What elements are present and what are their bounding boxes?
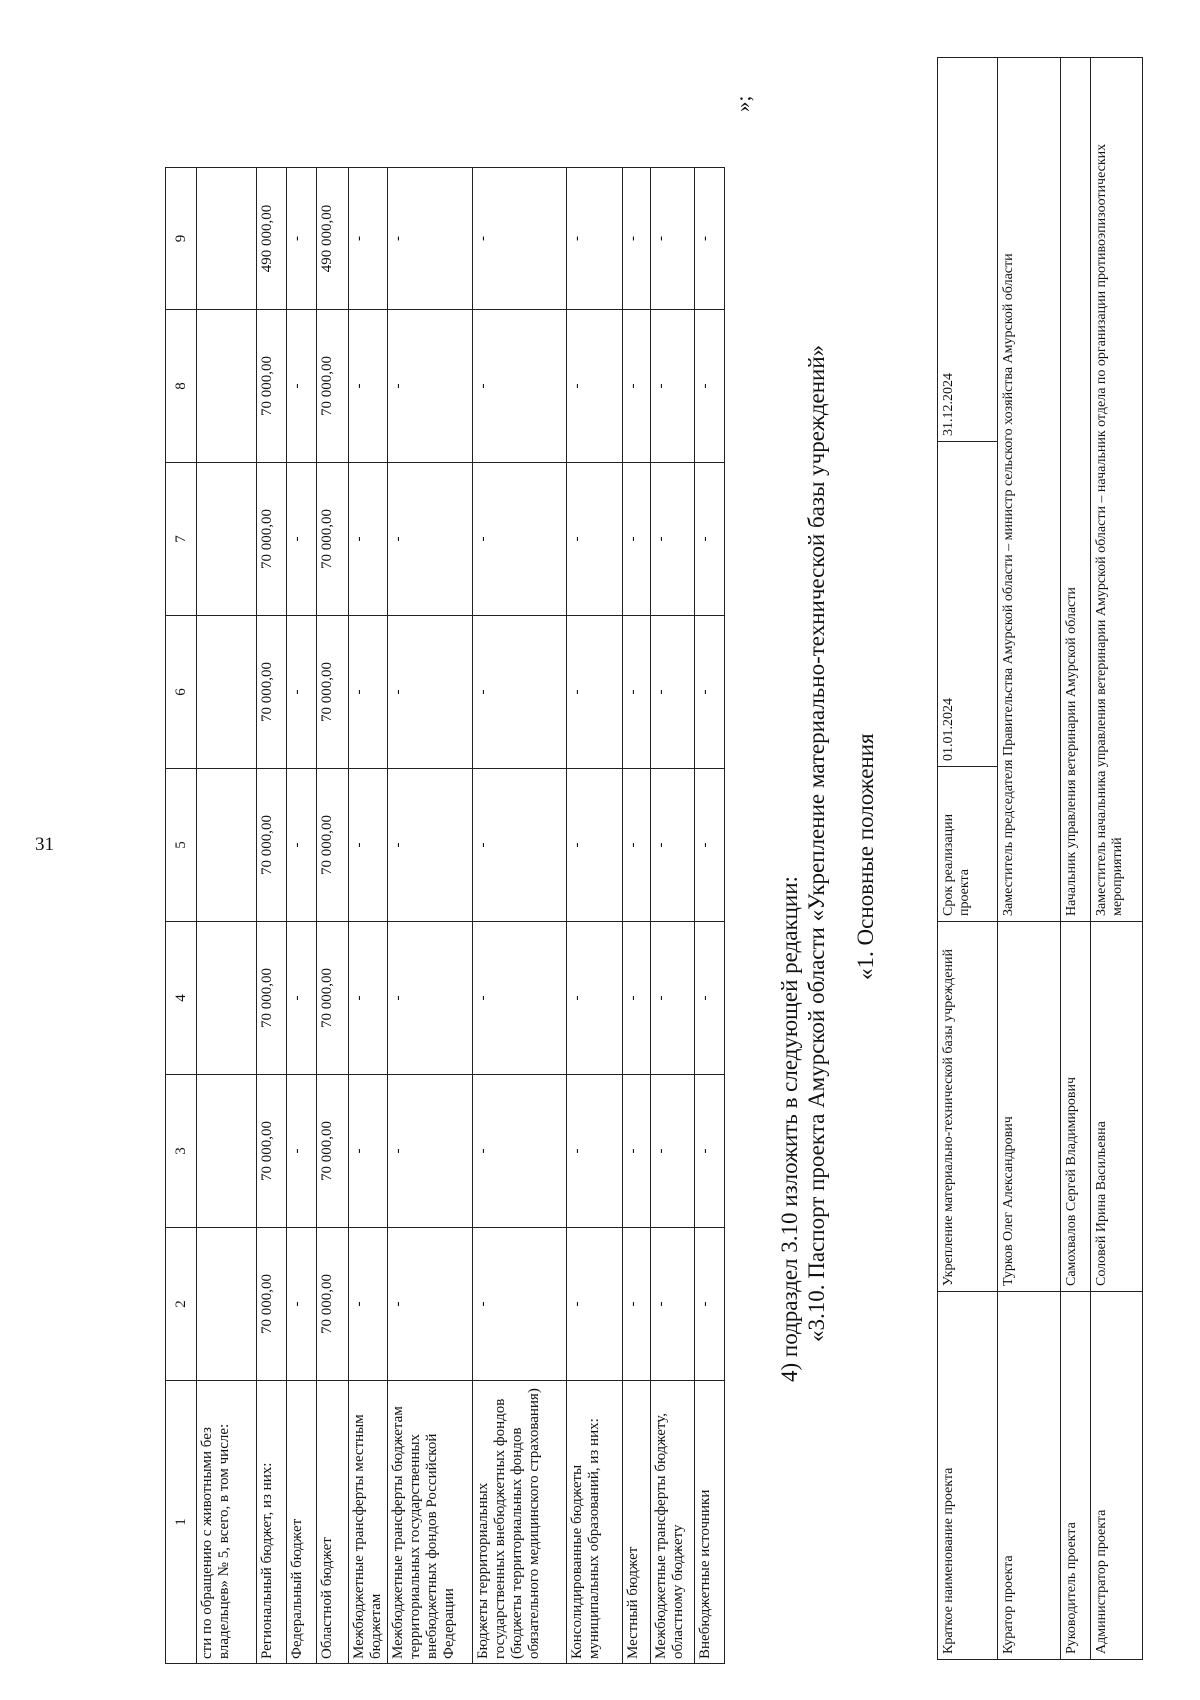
table-cell — [197, 310, 257, 463]
table-cell: - — [473, 1075, 567, 1228]
row-label: Межбюджетные трансферты местным бюджетам — [349, 1381, 388, 1664]
curator-position: Заместитель председателя Правительства Амурской области – министр сельского хозяйства Амурской области — [998, 58, 1061, 922]
column-header: 7 — [166, 463, 197, 616]
table-cell: 70 000,00 — [257, 463, 287, 616]
passport-row-curator — [998, 58, 1061, 1660]
table-row — [349, 168, 388, 1664]
table-cell: 70 000,00 — [257, 1075, 287, 1228]
table-cell: - — [623, 922, 651, 1075]
table-cell: - — [287, 463, 317, 616]
table-cell: - — [695, 616, 725, 769]
passport-heading: «3.10. Паспорт проекта Амурской области «Укрепление материально-технической базы учреждений» — [804, 344, 829, 1342]
table-cell: - — [623, 769, 651, 922]
table-row — [473, 168, 567, 1664]
table-cell — [197, 168, 257, 310]
row-label: Бюджеты территориальных государственных внебюджетных фондов (бюджеты территориальных фондов обязательного медицинского страхования) — [473, 1381, 567, 1664]
table-cell: - — [695, 463, 725, 616]
table-cell: 70 000,00 — [317, 922, 349, 1075]
table-cell: - — [287, 1075, 317, 1228]
table-cell: 70 000,00 — [257, 1228, 287, 1381]
table-cell: - — [388, 1075, 473, 1228]
row-label: сти по обращению с животными без владельцев» № 5, всего, в том числе: — [197, 1381, 257, 1664]
row-label: Федеральный бюджет — [287, 1381, 317, 1664]
table-cell: - — [567, 922, 623, 1075]
table-cell: 70 000,00 — [257, 616, 287, 769]
curator-name: Турков Олег Александрович — [998, 922, 1061, 1292]
table-cell: - — [623, 616, 651, 769]
row-label: Внебюджетные источники — [695, 1381, 725, 1664]
term-label: Срок реализации проекта — [938, 767, 998, 922]
table-cell: - — [695, 1075, 725, 1228]
table-cell: - — [349, 769, 388, 922]
table-cell: - — [349, 1228, 388, 1381]
table-row — [257, 168, 287, 1664]
row-label: Местный бюджет — [623, 1381, 651, 1664]
budget-table — [165, 167, 725, 1664]
column-header: 6 — [166, 616, 197, 769]
column-header: 5 — [166, 769, 197, 922]
table-cell: 70 000,00 — [317, 310, 349, 463]
table-cell: 70 000,00 — [317, 616, 349, 769]
passport-row-administrator — [1091, 58, 1143, 1660]
table-cell: - — [287, 310, 317, 463]
table-cell: - — [567, 1228, 623, 1381]
table-cell: - — [287, 1228, 317, 1381]
table-cell: - — [473, 168, 567, 310]
row-label: Консолидированные бюджеты муниципальных образований, из них: — [567, 1381, 623, 1664]
table-row — [623, 168, 651, 1664]
table-cell — [197, 463, 257, 616]
table-cell: - — [287, 769, 317, 922]
table-cell: - — [695, 310, 725, 463]
table-row — [388, 168, 473, 1664]
row-label: Межбюджетные трансферты бюджетам территориальных государственных внебюджетных фондов Российской Федерации — [388, 1381, 473, 1664]
table-cell: - — [623, 1075, 651, 1228]
table-cell: - — [567, 616, 623, 769]
column-header: 9 — [166, 168, 197, 310]
table-cell: - — [473, 922, 567, 1075]
table-cell: - — [473, 463, 567, 616]
table-cell: - — [287, 616, 317, 769]
table-cell: 70 000,00 — [317, 769, 349, 922]
table-cell: - — [651, 616, 695, 769]
column-header: 3 — [166, 1075, 197, 1228]
table-cell: - — [388, 310, 473, 463]
table-cell — [197, 1228, 257, 1381]
table-cell: - — [287, 168, 317, 310]
passport-row-leader — [1061, 58, 1091, 1660]
table-cell: - — [695, 168, 725, 310]
table-cell: - — [388, 769, 473, 922]
table-cell: 70 000,00 — [317, 463, 349, 616]
table-row — [287, 168, 317, 1664]
table-cell: - — [388, 463, 473, 616]
table-cell: - — [651, 463, 695, 616]
table-cell: - — [567, 310, 623, 463]
end-date: 31.12.2024 — [938, 58, 998, 442]
table-cell: 490 000,00 — [317, 168, 349, 310]
table-cell: - — [623, 463, 651, 616]
leader-label: Руководитель проекта — [1061, 1292, 1091, 1660]
column-header: 8 — [166, 310, 197, 463]
table-cell: - — [388, 168, 473, 310]
row-label: Областной бюджет — [317, 1381, 349, 1664]
table-cell: - — [388, 616, 473, 769]
column-header: 1 — [166, 1381, 197, 1664]
table-cell: - — [695, 922, 725, 1075]
table-cell: 490 000,00 — [257, 168, 287, 310]
table-cell: - — [567, 769, 623, 922]
table-header-row — [166, 168, 197, 1664]
table-cell: - — [473, 1228, 567, 1381]
table-cell: - — [349, 922, 388, 1075]
table-cell: - — [287, 922, 317, 1075]
column-header: 4 — [166, 922, 197, 1075]
table-cell: - — [349, 463, 388, 616]
budget-table-body — [197, 168, 725, 1664]
short-name-label: Краткое наименование проекта — [938, 1292, 998, 1660]
table-cell: - — [388, 922, 473, 1075]
leader-name: Самохвалов Сергей Владимирович — [1061, 922, 1091, 1292]
table-cell: - — [567, 463, 623, 616]
table-cell — [197, 769, 257, 922]
admin-name: Соловей Ирина Васильевна — [1091, 922, 1143, 1292]
table-cell: - — [473, 769, 567, 922]
table-cell: - — [349, 168, 388, 310]
admin-position: Заместитель начальника управления ветеринарии Амурской области – начальник отдела по организации противоэпизоотических мероприятий — [1091, 58, 1143, 922]
table-cell — [197, 616, 257, 769]
curator-label: Куратор проекта — [998, 1292, 1061, 1660]
table-cell: - — [651, 922, 695, 1075]
table-cell: - — [567, 1075, 623, 1228]
table-row — [651, 168, 695, 1664]
leader-position: Начальник управления ветеринарии Амурской области — [1061, 58, 1091, 922]
table-cell: - — [349, 616, 388, 769]
table-row — [695, 168, 725, 1664]
table-cell: - — [623, 168, 651, 310]
short-name-value: Укрепление материально-технической базы учреждений — [938, 922, 998, 1292]
admin-label: Администратор проекта — [1091, 1292, 1143, 1660]
table-cell — [197, 1075, 257, 1228]
start-date: 01.01.2024 — [938, 442, 998, 767]
table-cell: - — [651, 1075, 695, 1228]
table-cell: - — [567, 168, 623, 310]
table-cell: 70 000,00 — [257, 310, 287, 463]
table-cell: - — [651, 1228, 695, 1381]
subsection-heading: «1. Основные положения — [853, 733, 878, 980]
table-cell: - — [695, 769, 725, 922]
row-label: Межбюджетные трансферты бюджету, областному бюджету — [651, 1381, 695, 1664]
passport-table — [937, 57, 1143, 1660]
table-cell: 70 000,00 — [317, 1075, 349, 1228]
table-cell: 70 000,00 — [317, 1228, 349, 1381]
closing-quote-mark: »; — [731, 95, 755, 112]
table-row — [197, 168, 257, 1664]
table-row — [317, 168, 349, 1664]
passport-row-short-name — [938, 58, 998, 1660]
table-cell: - — [388, 1228, 473, 1381]
page-number: 31 — [35, 834, 54, 855]
table-cell: - — [473, 310, 567, 463]
table-cell: - — [349, 310, 388, 463]
table-row — [567, 168, 623, 1664]
table-cell: - — [651, 769, 695, 922]
table-cell: - — [349, 1075, 388, 1228]
table-cell: 70 000,00 — [257, 769, 287, 922]
table-cell: - — [695, 1228, 725, 1381]
table-cell: 70 000,00 — [257, 922, 287, 1075]
table-cell: - — [623, 310, 651, 463]
table-cell: - — [651, 310, 695, 463]
table-cell: - — [651, 168, 695, 310]
table-cell: - — [473, 616, 567, 769]
row-label: Региональный бюджет, из них: — [257, 1381, 287, 1664]
table-cell: - — [623, 1228, 651, 1381]
section-heading: 4) подраздел 3.10 изложить в следующей редакции: — [777, 876, 802, 1382]
column-header: 2 — [166, 1228, 197, 1381]
table-cell — [197, 922, 257, 1075]
